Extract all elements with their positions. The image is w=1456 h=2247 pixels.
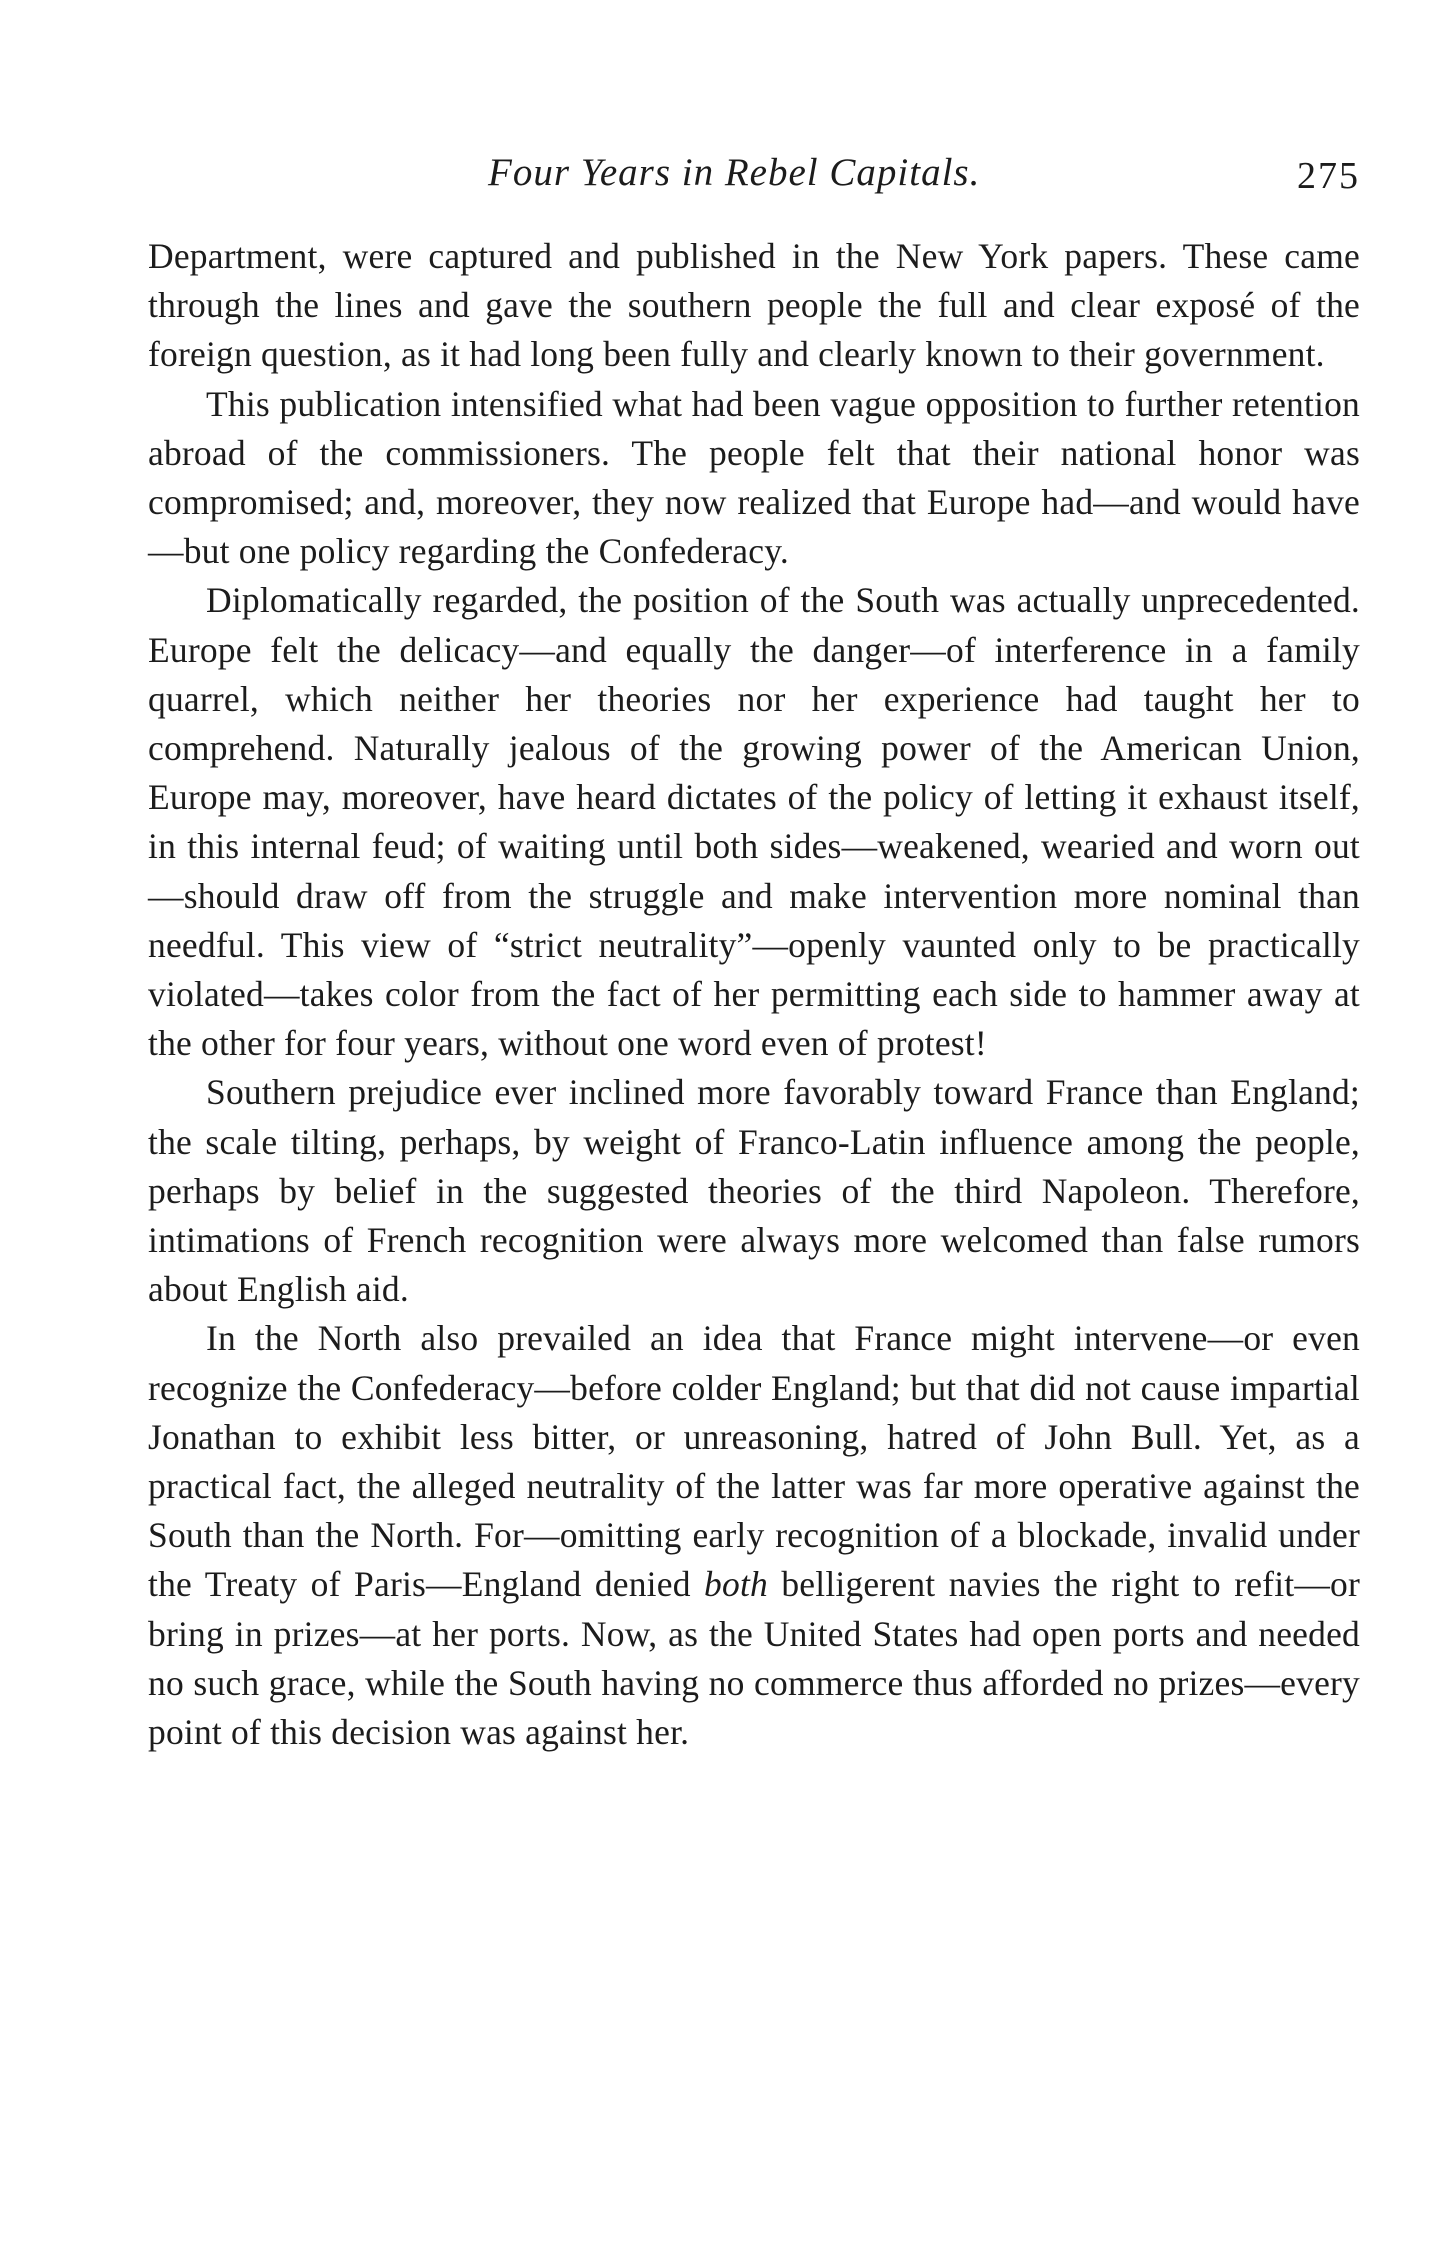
paragraph-north-text-after: belligerent navies the right to refit—or bring in prizes—at her ports. Now, as the United States had open ports and needed no such grace, while the South having no commerce thus afforded no prizes—every point of this decision was against her. <box>148 1564 1360 1753</box>
book-page <box>148 150 1360 1757</box>
paragraph-southern-prejudice: Southern prejudice ever inclined more favorably toward France than England; the scale tilting, perhaps, by weight of Franco-Latin influence among the people, perhaps by belief in the suggested theories of the third Napoleon. Therefore, intimations of French recognition were always more welcomed than false rumors about English aid. <box>148 1072 1360 1310</box>
running-header <box>148 150 1360 210</box>
running-title: Four Years in Rebel Capitals. <box>488 151 981 194</box>
emphasized-word: both <box>704 1564 768 1605</box>
page-number: 275 <box>1297 155 1360 197</box>
paragraph-continuation: Department, were captured and published in the New York papers. These came through the lines and gave the southern people the full and clear exposé of the foreign question, as it had long been fully and clearly known to their government. <box>148 236 1360 375</box>
paragraph-publication: This publication intensified what had been vague opposition to further retention abroad of the commissioners. The people felt that their national honor was compromised; and, moreover, they now realized that Europe had—and would have—but one policy regarding the Confederacy. <box>148 383 1360 572</box>
paragraph-north-text-before: In the North also prevailed an idea that France might intervene—or even recognize the Confederacy—before colder England; but that did not cause impartial Jonathan to exhibit less bitter, or unreasoning, hatred of John Bull. Yet, as a practical fact, the alleged neutrality of the latter was far more operative against the South than the North. For—omitting early recognition of a blockade, invalid under the Treaty of Paris—England denied <box>148 1318 1360 1605</box>
paragraph-diplomacy: Diplomatically regarded, the position of the South was actually unprecedented. Europe felt the delicacy—and equally the danger—of interference in a family quarrel, which neither her theories nor her experience had taught her to comprehend. Naturally jealous of the growing power of the American Union, Europe may, moreover, have heard dictates of the policy of letting it exhaust itself, in this internal feud; of waiting until both sides—weakened, wearied and worn out—should draw off from the struggle and make intervention more nominal than needful. This view of “strict neutrality”—openly vaunted only to be practically violated—takes color from the fact of her permitting each side to hammer away at the other for four years, without one word even of protest! <box>148 580 1360 1064</box>
body-text <box>148 232 1360 1757</box>
paragraph-north <box>148 1314 1360 1757</box>
